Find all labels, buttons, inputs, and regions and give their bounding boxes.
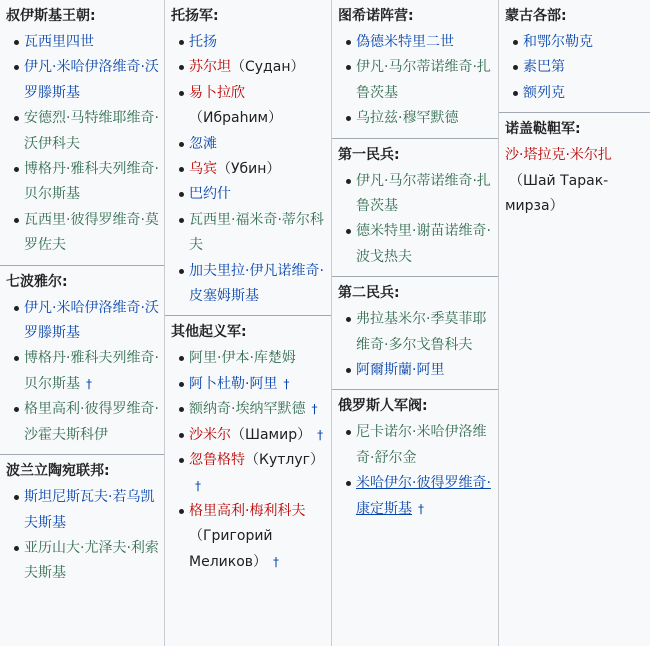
list-item [499, 55, 650, 80]
list-item [0, 106, 164, 157]
list-item [332, 106, 498, 131]
group-section [0, 455, 164, 593]
native-name-note: （Кутлуг） [245, 452, 324, 469]
person-link[interactable]: 德米特里·谢苗诺维奇·波戈热夫 [356, 223, 491, 265]
list-item [499, 143, 650, 219]
list-item [165, 208, 331, 259]
column-4 [499, 0, 650, 646]
group-list [332, 416, 498, 528]
list-item [165, 346, 331, 371]
list-item [332, 30, 498, 55]
list-item [499, 30, 650, 55]
person-link[interactable]: 素巴第 [523, 59, 565, 76]
group-heading: 第一民兵: [338, 146, 400, 163]
list-item [0, 485, 164, 536]
group-list [165, 342, 331, 581]
person-link[interactable]: 米哈伊尔·彼得罗维奇·康定斯基 [356, 475, 491, 517]
dagger-icon: † [311, 402, 318, 417]
list-item [0, 55, 164, 106]
native-name-note: （Убин） [217, 161, 281, 178]
group-section [332, 277, 498, 390]
group-heading: 七波雅尔: [6, 273, 68, 290]
person-link[interactable]: 额纳奇·埃纳罕默德 [189, 401, 306, 418]
person-link[interactable]: 乌拉兹·穆罕默德 [356, 110, 459, 127]
dagger-icon: † [273, 554, 280, 569]
group-section [499, 0, 650, 113]
list-item [165, 397, 331, 422]
person-link[interactable]: 伊凡·米哈伊洛维奇·沃罗滕斯基 [24, 299, 159, 342]
group-heading: 俄罗斯人军阀: [338, 398, 428, 415]
person-link[interactable]: 托扬 [189, 34, 217, 50]
dagger-icon: † [283, 376, 290, 391]
group-section [499, 113, 650, 225]
group-heading: 其他起义军: [171, 324, 247, 341]
list-item [0, 208, 164, 259]
person-link[interactable]: 亚历山大·尤泽夫·利索夫斯基 [24, 539, 159, 582]
group-heading: 诺盖鞑靼军: [505, 121, 581, 138]
person-link[interactable]: 额列克 [523, 84, 565, 101]
group-section [165, 0, 331, 316]
group-heading: 波兰立陶宛联邦: [6, 463, 110, 480]
group-list [499, 26, 650, 112]
person-link[interactable]: 阿里·伊本·库楚姆 [189, 350, 296, 367]
list-item [165, 81, 331, 132]
person-link[interactable]: 博格丹·雅科夫列维奇·贝尔斯基 [24, 350, 159, 392]
native-name-note: （Григорий Меликов） [189, 528, 273, 570]
group-section [0, 0, 164, 266]
list-item [165, 499, 331, 575]
list-item [165, 55, 331, 80]
native-name-note: （Судан） [231, 59, 305, 76]
group-heading: 图希诺阵营: [338, 8, 414, 24]
person-link[interactable]: 乌宾 [189, 161, 217, 178]
list-item [332, 471, 498, 522]
list-item [0, 536, 164, 587]
person-link[interactable]: 苏尔坦 [189, 59, 231, 76]
group-section [332, 390, 498, 528]
person-link[interactable]: 偽德米特里二世 [356, 34, 454, 50]
group-list [0, 481, 164, 593]
list-item [332, 55, 498, 106]
list-item [499, 81, 650, 106]
list-item [0, 157, 164, 208]
native-name-note: （Шамир） [231, 426, 312, 443]
person-link[interactable]: 和鄂尔勒克 [523, 34, 593, 50]
person-link[interactable]: 阿爾斯蘭·阿里 [356, 362, 445, 379]
group-section [0, 266, 164, 455]
list-item [165, 182, 331, 207]
list-item [165, 448, 331, 499]
person-link[interactable]: 伊凡·马尔蒂诺维奇·扎鲁茨基 [356, 59, 491, 101]
dagger-icon: † [317, 427, 324, 442]
group-heading: 托扬军: [171, 8, 219, 24]
column-2 [165, 0, 332, 646]
person-link[interactable]: 弗拉基米尔·季莫菲耶维奇·多尔戈鲁科夫 [356, 311, 487, 353]
person-link[interactable]: 伊凡·米哈伊洛维奇·沃罗滕斯基 [24, 59, 159, 101]
group-heading: 叔伊斯基王朝: [6, 8, 96, 24]
native-name-note: （Шай Тарак-мирза） [505, 172, 609, 215]
group-section [165, 316, 331, 581]
list-item [165, 132, 331, 157]
person-link[interactable]: 格里高利·梅利科夫 [189, 502, 306, 519]
list-item [332, 219, 498, 270]
group-heading: 蒙古各部: [505, 8, 567, 24]
group-section [332, 0, 498, 139]
person-link[interactable]: 博格丹·雅科夫列维奇·贝尔斯基 [24, 161, 159, 203]
dagger-icon: † [418, 501, 424, 516]
group-list [165, 26, 331, 315]
group-list [0, 26, 164, 265]
group-heading: 第二民兵: [338, 285, 400, 302]
list-item [165, 259, 331, 310]
dagger-icon: † [86, 376, 92, 391]
native-name-note: （Ибраhим） [189, 110, 283, 127]
person-link[interactable]: 安德烈·马特维耶维奇·沃伊科夫 [24, 110, 159, 152]
list-item [165, 30, 331, 55]
person-link[interactable]: 加夫里拉·伊凡诺维奇·皮塞姆斯基 [189, 262, 324, 305]
list-item [332, 169, 498, 220]
person-link[interactable]: 阿卜杜勒·阿里 [189, 375, 278, 392]
person-link[interactable]: 尼卡诺尔·米哈伊洛维奇·舒尔金 [356, 424, 487, 466]
person-link[interactable]: 瓦西里·彼得罗维奇·莫罗佐夫 [24, 211, 159, 254]
group-list [332, 303, 498, 389]
list-item [0, 30, 164, 55]
group-list [332, 26, 498, 138]
column-3 [332, 0, 499, 646]
list-item [165, 372, 331, 397]
person-link[interactable]: 瓦西里·福米奇·蒂尔科夫 [189, 211, 324, 254]
person-link[interactable]: 斯坦尼斯瓦夫·若乌凯夫斯基 [24, 489, 155, 531]
list-item [165, 423, 331, 448]
group-list [332, 165, 498, 277]
person-link[interactable]: 沙米尔 [189, 426, 231, 443]
person-link[interactable]: 瓦西里四世 [24, 34, 94, 50]
list-item [332, 358, 498, 383]
list-item [0, 346, 164, 397]
person-link[interactable]: 易卜拉欣 [189, 84, 245, 101]
dagger-icon: † [195, 478, 201, 493]
group-list [0, 292, 164, 454]
list-item [332, 420, 498, 471]
list-item [165, 157, 331, 182]
person-link[interactable]: 伊凡·马尔蒂诺维奇·扎鲁茨基 [356, 172, 491, 215]
person-link[interactable]: 忽滩 [189, 135, 217, 152]
group-section [332, 139, 498, 278]
person-link[interactable]: 沙·塔拉克·米尔扎 [505, 147, 612, 164]
list-item [0, 296, 164, 347]
person-link[interactable]: 巴约什 [189, 186, 231, 203]
list-item [332, 307, 498, 358]
person-link[interactable]: 忽鲁格特 [189, 452, 245, 469]
list-item [0, 397, 164, 448]
column-1 [0, 0, 165, 646]
person-link[interactable]: 格里高利·彼得罗维奇·沙霍夫斯科伊 [24, 401, 159, 443]
group-list [499, 139, 650, 225]
